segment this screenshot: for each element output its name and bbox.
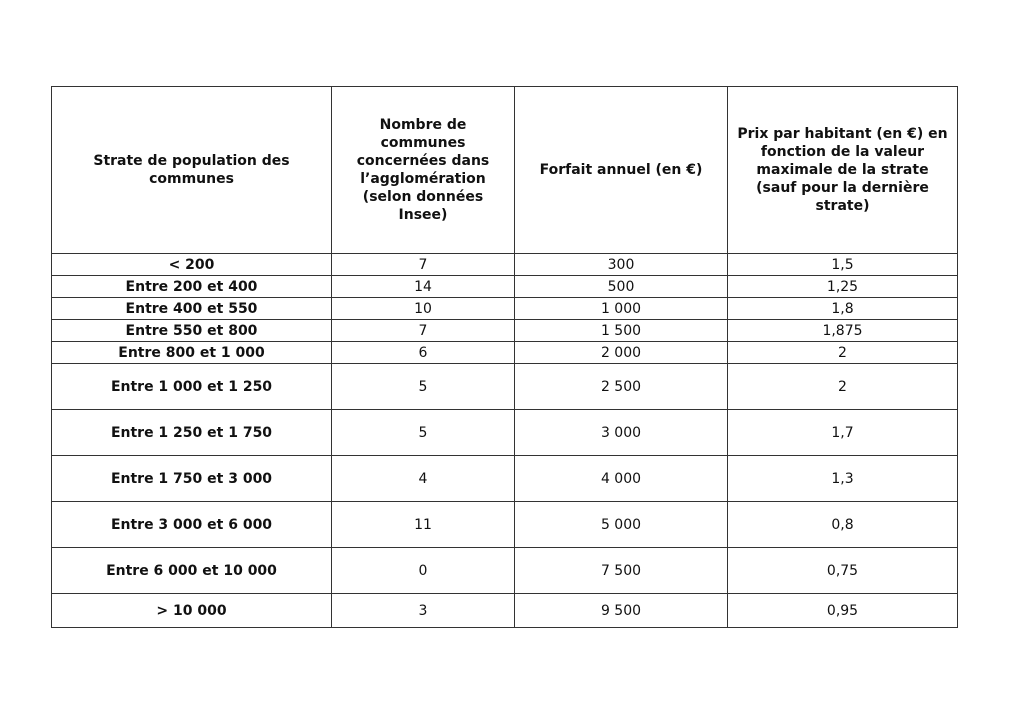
- cell-prix: 2: [728, 342, 958, 364]
- cell-forfait: 7 500: [515, 548, 728, 594]
- cell-nombre: 14: [332, 276, 515, 298]
- cell-prix: 0,95: [728, 594, 958, 628]
- table-row: [52, 410, 958, 456]
- cell-nombre: 10: [332, 298, 515, 320]
- cell-nombre: 4: [332, 456, 515, 502]
- cell-prix: 1,7: [728, 410, 958, 456]
- header-forfait-annuel: Forfait annuel (en €): [515, 87, 728, 254]
- table-row: [52, 456, 958, 502]
- cell-prix: 2: [728, 364, 958, 410]
- cell-strate: Entre 800 et 1 000: [52, 342, 332, 364]
- cell-strate: Entre 400 et 550: [52, 298, 332, 320]
- cell-strate: > 10 000: [52, 594, 332, 628]
- strates-table: [51, 86, 958, 628]
- table-header-row: [52, 87, 958, 254]
- cell-strate: < 200: [52, 254, 332, 276]
- cell-nombre: 5: [332, 410, 515, 456]
- cell-strate: Entre 6 000 et 10 000: [52, 548, 332, 594]
- cell-forfait: 4 000: [515, 456, 728, 502]
- table-row: [52, 276, 958, 298]
- cell-forfait: 3 000: [515, 410, 728, 456]
- cell-forfait: 1 500: [515, 320, 728, 342]
- cell-prix: 1,875: [728, 320, 958, 342]
- cell-prix: 1,8: [728, 298, 958, 320]
- table-row: [52, 320, 958, 342]
- cell-forfait: 300: [515, 254, 728, 276]
- cell-forfait: 500: [515, 276, 728, 298]
- cell-nombre: 0: [332, 548, 515, 594]
- cell-prix: 0,75: [728, 548, 958, 594]
- cell-nombre: 6: [332, 342, 515, 364]
- cell-strate: Entre 1 750 et 3 000: [52, 456, 332, 502]
- table-row: [52, 298, 958, 320]
- cell-prix: 0,8: [728, 502, 958, 548]
- table-row: [52, 548, 958, 594]
- cell-forfait: 2 000: [515, 342, 728, 364]
- table-row: [52, 594, 958, 628]
- header-nombre-communes: Nombre de communes concernées dans l’agglomération (selon données Insee): [332, 87, 515, 254]
- cell-prix: 1,5: [728, 254, 958, 276]
- cell-forfait: 9 500: [515, 594, 728, 628]
- table-row: [52, 364, 958, 410]
- table-row: [52, 342, 958, 364]
- cell-nombre: 3: [332, 594, 515, 628]
- cell-nombre: 5: [332, 364, 515, 410]
- cell-strate: Entre 1 000 et 1 250: [52, 364, 332, 410]
- cell-prix: 1,25: [728, 276, 958, 298]
- cell-nombre: 7: [332, 320, 515, 342]
- cell-strate: Entre 1 250 et 1 750: [52, 410, 332, 456]
- cell-forfait: 1 000: [515, 298, 728, 320]
- cell-nombre: 11: [332, 502, 515, 548]
- header-strate: Strate de population des communes: [52, 87, 332, 254]
- cell-forfait: 5 000: [515, 502, 728, 548]
- cell-strate: Entre 3 000 et 6 000: [52, 502, 332, 548]
- table-row: [52, 502, 958, 548]
- cell-prix: 1,3: [728, 456, 958, 502]
- header-prix-par-habitant: Prix par habitant (en €) en fonction de la valeur maximale de la strate (sauf pour la dernière strate): [728, 87, 958, 254]
- cell-nombre: 7: [332, 254, 515, 276]
- cell-strate: Entre 200 et 400: [52, 276, 332, 298]
- cell-forfait: 2 500: [515, 364, 728, 410]
- table-row: [52, 254, 958, 276]
- cell-strate: Entre 550 et 800: [52, 320, 332, 342]
